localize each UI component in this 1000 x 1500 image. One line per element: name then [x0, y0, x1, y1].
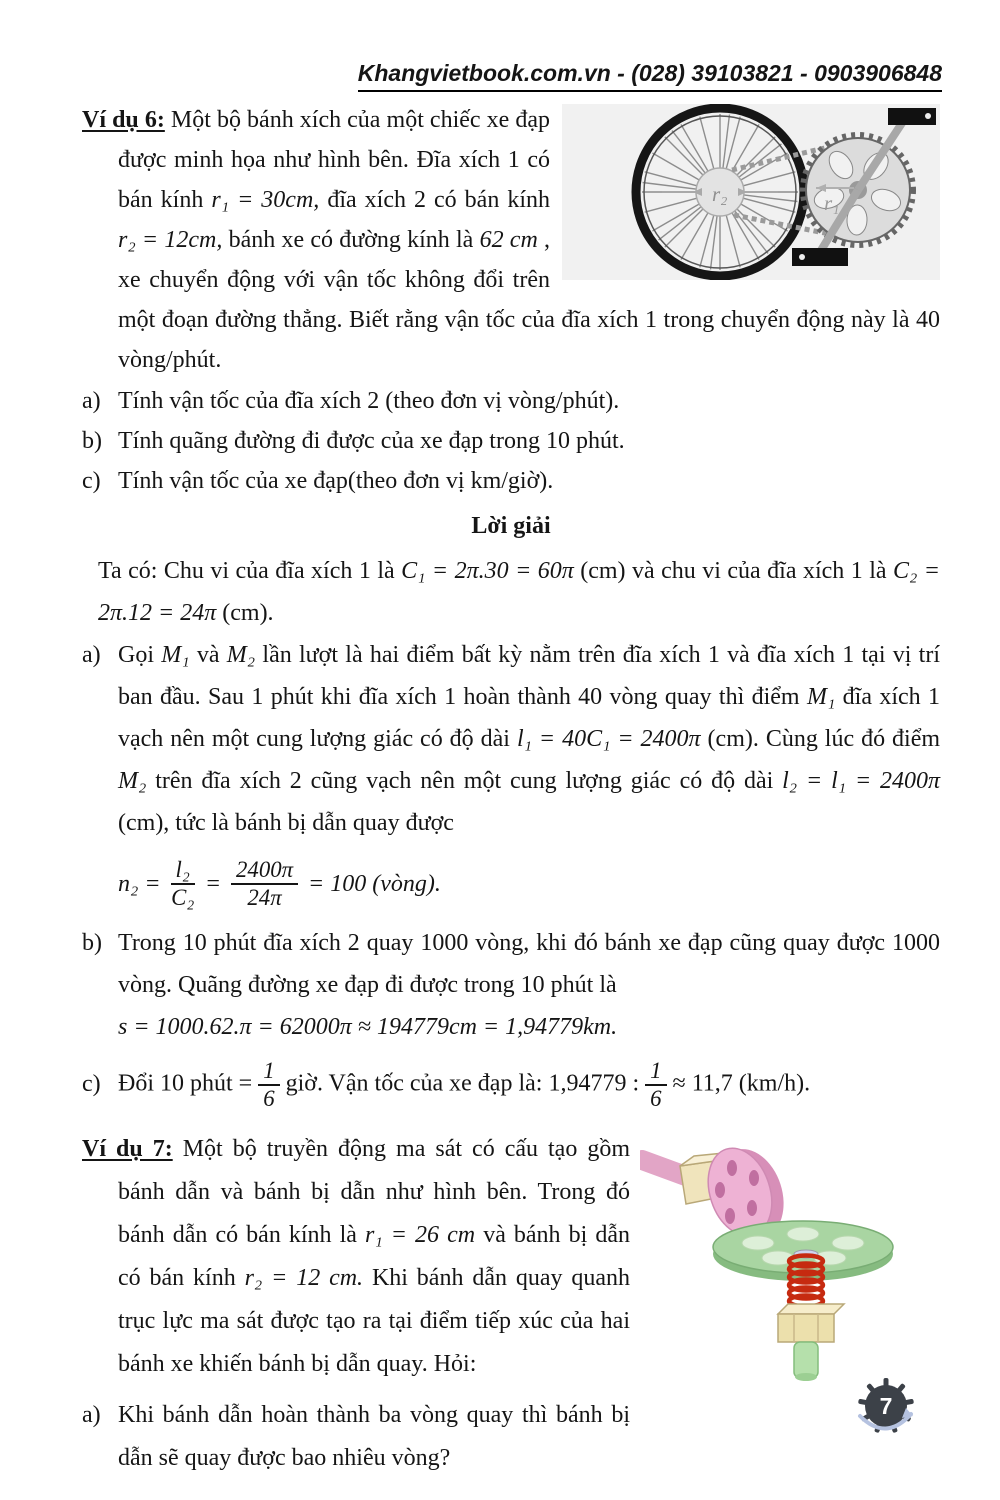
math-expression: r₂ = 12 cm. [244, 1265, 364, 1292]
problem-text: Một bộ truyền động ma sát có cấu tạo gồm bánh dẫn và bánh bị dẫn như hình bên. Trong đó bánh dẫn có bán kính là [118, 1136, 631, 1249]
math-expression: = 100 (vòng). [308, 870, 441, 897]
page-number: 7 [879, 1393, 893, 1419]
example6-problem-paragraph [82, 100, 940, 380]
equation-distance: s = 1000.62.π = 62000π ≈ 194779cm = 1,94779km. [118, 1014, 618, 1040]
hex-nut [778, 1304, 844, 1342]
friction-drive-figure [640, 1132, 940, 1400]
question-text: Tính vận tốc của đĩa xích 2 (theo đơn vị vòng/phút). [118, 388, 620, 414]
solution-text: Trong 10 phút đĩa xích 2 quay 1000 vòng, khi đó bánh xe đạp cũng quay được 1000 vòng. Quãng đường xe đạp đi được trong 10 phút là [118, 930, 940, 998]
math-expression: r₂ = 12cm, [118, 227, 223, 253]
radius1-label: r₁ [824, 191, 840, 215]
fraction-denominator: 6 [263, 1086, 275, 1112]
example6-label: Ví dụ 6: [82, 107, 165, 133]
math-expression: n₂ = [118, 870, 161, 897]
solution-text: (cm). Cùng lúc đó điểm [707, 726, 941, 752]
fraction [645, 1058, 666, 1112]
fraction-numerator: l₂ [171, 857, 195, 885]
solution-text: trên đĩa xích 2 cũng vạch nên một cung lượng giác có độ dài [155, 768, 774, 794]
solution-text: lần lượt là hai điểm bất kỳ nằm trên đĩa xích 1 và đĩa xích 1 tại vị trí ban đầu. Sau 1 phút khi đĩa xích 1 hoàn thành 40 vòng quay thì điểm [118, 642, 941, 710]
question-a [82, 382, 940, 420]
problem-text: và bánh bị dẫn có bán kính [118, 1222, 631, 1292]
bicycle-chain-figure [562, 104, 940, 280]
radius2-label: r₂ [712, 182, 728, 206]
math-expression: = [204, 870, 222, 897]
item-label: a) [82, 1402, 101, 1429]
example7-label: Ví dụ 7: [82, 1136, 173, 1163]
question-c [82, 462, 940, 500]
item-label: c) [82, 468, 101, 494]
page-number-badge [850, 1376, 922, 1454]
math-expression: l₂ = l₁ = 2400π [782, 768, 941, 794]
math-expression: C₂ = 2π.12 = 24π [98, 558, 940, 626]
example7-question-a [82, 1394, 940, 1480]
solution-text: (cm) và chu vi của đĩa xích 1 là [580, 558, 887, 584]
solution-text: Gọi [118, 642, 154, 668]
solution-text: và [196, 642, 220, 668]
math-expression: M₁ [806, 684, 836, 710]
solution-text: đĩa xích 1 vạch nên một cung lượng giác có độ dài [118, 684, 941, 752]
fraction-numerator: 2400π [231, 857, 298, 885]
math-expression: M₂ [226, 642, 256, 668]
solution-text: Ta có: Chu vi của đĩa xích 1 là [98, 558, 395, 584]
solution-text: ≈ 11,7 (km/h). [672, 1070, 811, 1097]
item-label: a) [82, 642, 101, 668]
page-header [0, 60, 942, 92]
rear-wheel [636, 108, 804, 276]
question-text: Khi bánh dẫn hoàn thành ba vòng quay thì bánh bị dẫn sẽ quay được bao nhiêu vòng? [118, 1402, 630, 1472]
solution-text: giờ. Vận tốc của xe đạp là: 1,94779 : [285, 1070, 640, 1097]
math-expression: r₁ = 30cm, [211, 187, 320, 213]
question-text: Tính quãng đường đi được của xe đạp trong 10 phút. [118, 428, 625, 454]
item-label: b) [82, 930, 102, 956]
fraction-denominator: C₂ [171, 885, 195, 910]
driven-stem [794, 1342, 818, 1381]
math-expression: C₁ = 2π.30 = 60π [401, 558, 574, 584]
problem-text: bánh xe có đường kính là [228, 227, 474, 253]
item-label: b) [82, 428, 102, 454]
example7-problem-paragraph [82, 1128, 940, 1386]
fraction-denominator: 24π [247, 885, 282, 910]
question-text: Tính vận tốc của xe đạp(theo đơn vị km/giờ). [118, 468, 554, 494]
math-expression: M₁ [161, 642, 190, 668]
solution-part-a [82, 634, 940, 916]
problem-text: Một bộ bánh xích của một chiếc xe đạp được minh họa như hình bên. Đĩa xích 1 có bán kính [118, 107, 551, 213]
math-expression: M₂ [118, 768, 147, 794]
math-expression: 62 cm [479, 227, 538, 253]
page-content [82, 100, 940, 1480]
fraction-denominator: 6 [650, 1086, 662, 1112]
solution-title: Lời giải [471, 513, 551, 539]
item-label: c) [82, 1071, 101, 1098]
solution-text: (cm), tức là bánh bị dẫn quay được [118, 810, 454, 836]
fraction [231, 857, 298, 911]
math-expression: l₁ = 40C₁ = 2400π [516, 726, 701, 752]
solution-text: Đổi 10 phút = [118, 1070, 253, 1097]
solution-text: (cm). [222, 600, 274, 626]
item-label: a) [82, 388, 101, 414]
problem-text: , xe chuyển động với vận tốc không đổi trên một đoạn đường thẳng. Biết rằng vận tốc của đĩa xích 1 trong chuyển động này là 40 vòng/phút. [118, 227, 940, 373]
header-website-phone: Khangvietbook.com.vn - (028) 39103821 - 0903906848 [358, 60, 942, 92]
problem-text: đĩa xích 2 có bán kính [327, 187, 551, 213]
fraction [171, 857, 195, 911]
solution-intro-paragraph [82, 550, 940, 634]
fraction [258, 1058, 279, 1112]
fraction-numerator: 1 [258, 1058, 279, 1086]
math-expression: r₁ = 26 cm [365, 1222, 476, 1249]
fraction-numerator: 1 [645, 1058, 666, 1086]
problem-text: Khi bánh dẫn quay quanh trục lực ma sát được tạo ra tại điểm tiếp xúc của hai bánh xe khiến bánh bị dẫn quay. Hỏi: [118, 1265, 631, 1378]
question-b [82, 422, 940, 460]
solution-part-b [82, 922, 940, 1048]
equation-n2 [118, 852, 940, 916]
solution-part-c [82, 1048, 940, 1120]
